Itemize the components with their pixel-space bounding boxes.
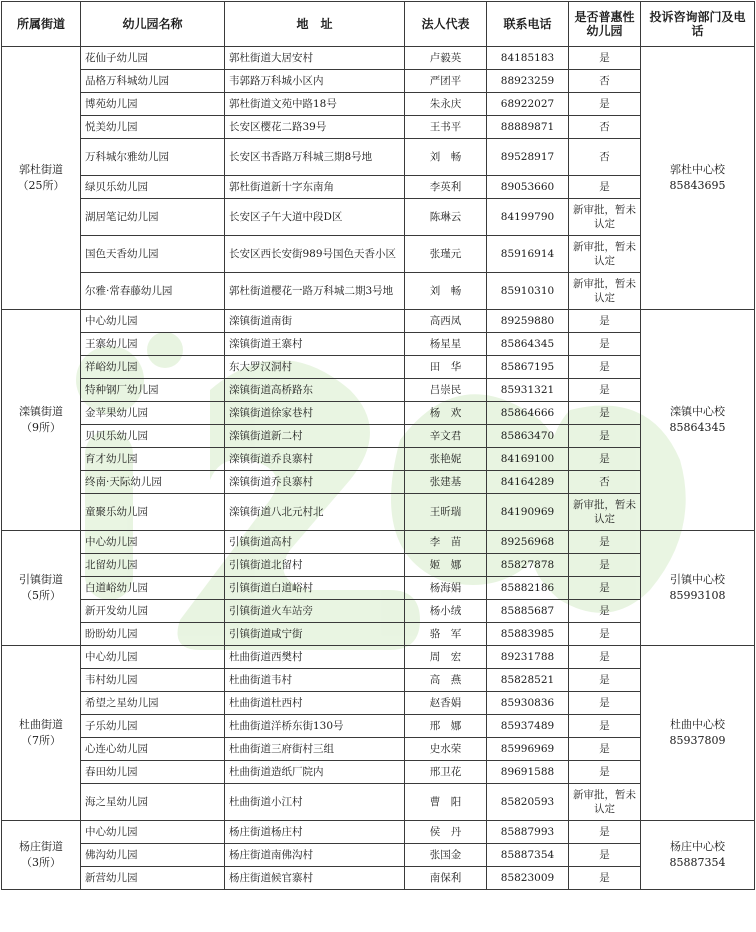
table-row: [2, 531, 755, 554]
kindergarten-name: 万科城尔雅幼儿园: [81, 139, 225, 176]
rep-cell: 王昕瑞: [405, 494, 487, 531]
address-cell: 郭杜街道新十字东南角: [225, 176, 405, 199]
rep-cell: 骆 军: [405, 623, 487, 646]
phone-cell: 89053660: [487, 176, 569, 199]
status-cell: 是: [569, 93, 641, 116]
kindergarten-name: 盼盼幼儿园: [81, 623, 225, 646]
district-count: （9所）: [21, 421, 61, 434]
address-cell: 长安区樱花二路39号: [225, 116, 405, 139]
kindergarten-name: 佛沟幼儿园: [81, 844, 225, 867]
phone-cell: 85887354: [487, 844, 569, 867]
district-name: 郭杜街道: [19, 163, 63, 176]
kindergarten-name: 中心幼儿园: [81, 821, 225, 844]
rep-cell: 南保利: [405, 867, 487, 890]
phone-cell: 88889871: [487, 116, 569, 139]
district-count: （5所）: [21, 589, 61, 602]
phone-cell: 89691588: [487, 761, 569, 784]
col-header-phone: 联系电话: [487, 2, 569, 47]
phone-cell: 85863470: [487, 425, 569, 448]
phone-cell: 89231788: [487, 646, 569, 669]
address-cell: 滦镇街道南街: [225, 310, 405, 333]
phone-cell: 84190969: [487, 494, 569, 531]
status-cell: 是: [569, 310, 641, 333]
col-header-address: 地 址: [225, 2, 405, 47]
kindergarten-name: 中心幼儿园: [81, 531, 225, 554]
address-cell: 郭杜街道大居安村: [225, 47, 405, 70]
rep-cell: 曹 阳: [405, 784, 487, 821]
district-name: 滦镇街道: [19, 405, 63, 418]
address-cell: 韦郭路万科城小区内: [225, 70, 405, 93]
kindergarten-name: 贝贝乐幼儿园: [81, 425, 225, 448]
phone-cell: 85867195: [487, 356, 569, 379]
kindergarten-name: 祥峪幼儿园: [81, 356, 225, 379]
district-cell: [2, 47, 81, 310]
address-cell: 杜曲街道造纸厂院内: [225, 761, 405, 784]
address-cell: 杜曲街道韦村: [225, 669, 405, 692]
phone-cell: 88923259: [487, 70, 569, 93]
kindergarten-name: 王寨幼儿园: [81, 333, 225, 356]
office-phone: 85864345: [669, 421, 726, 434]
address-cell: 杜曲街道杜西村: [225, 692, 405, 715]
kindergarten-name: 博苑幼儿园: [81, 93, 225, 116]
status-cell: 是: [569, 333, 641, 356]
office-phone: 85843695: [669, 179, 726, 192]
phone-cell: 85885687: [487, 600, 569, 623]
table-row: [2, 646, 755, 669]
table-row: [2, 821, 755, 844]
phone-cell: 85910310: [487, 273, 569, 310]
rep-cell: 张艳妮: [405, 448, 487, 471]
phone-cell: 84169100: [487, 448, 569, 471]
status-cell: 新审批，暂未认定: [569, 494, 641, 531]
kindergarten-name: 希望之星幼儿园: [81, 692, 225, 715]
status-cell: 是: [569, 554, 641, 577]
rep-cell: 杨 欢: [405, 402, 487, 425]
kindergarten-name: 金苹果幼儿园: [81, 402, 225, 425]
rep-cell: 卢毅英: [405, 47, 487, 70]
district-cell: [2, 531, 81, 646]
address-cell: 郭杜街道樱花一路万科城二期3号地: [225, 273, 405, 310]
kindergarten-name: 新开发幼儿园: [81, 600, 225, 623]
district-name: 引镇街道: [19, 573, 63, 586]
kindergarten-name: 春田幼儿园: [81, 761, 225, 784]
status-cell: 是: [569, 176, 641, 199]
kindergarten-name: 花仙子幼儿园: [81, 47, 225, 70]
address-cell: 长安区子午大道中段D区: [225, 199, 405, 236]
kindergarten-name: 育才幼儿园: [81, 448, 225, 471]
kindergarten-name: 湖居笔记幼儿园: [81, 199, 225, 236]
office-cell: [641, 310, 755, 531]
rep-cell: 王书平: [405, 116, 487, 139]
kindergarten-name: 尔雅·常春藤幼儿园: [81, 273, 225, 310]
kindergarten-name: 特种钢厂幼儿园: [81, 379, 225, 402]
status-cell: 是: [569, 600, 641, 623]
phone-cell: 85887993: [487, 821, 569, 844]
status-cell: 新审批，暂未认定: [569, 273, 641, 310]
status-cell: 否: [569, 116, 641, 139]
phone-cell: 85916914: [487, 236, 569, 273]
col-header-status: 是否普惠性幼儿园: [569, 2, 641, 47]
kindergarten-name: 子乐幼儿园: [81, 715, 225, 738]
status-cell: 是: [569, 531, 641, 554]
table-row: [2, 47, 755, 70]
rep-cell: 陈琳云: [405, 199, 487, 236]
office-name: 滦镇中心校: [670, 405, 725, 418]
address-cell: 郭杜街道文苑中路18号: [225, 93, 405, 116]
kindergarten-table: [1, 1, 755, 890]
kindergarten-name: 终南·天际幼儿园: [81, 471, 225, 494]
address-cell: 杨庄街道候官寨村: [225, 867, 405, 890]
rep-cell: 高 燕: [405, 669, 487, 692]
district-count: （7所）: [21, 734, 61, 747]
district-name: 杨庄街道: [19, 840, 63, 853]
district-count: （25所）: [17, 179, 65, 192]
rep-cell: 辛文君: [405, 425, 487, 448]
district-cell: [2, 310, 81, 531]
status-cell: 是: [569, 692, 641, 715]
address-cell: 杜曲街道小江村: [225, 784, 405, 821]
table-row: [2, 310, 755, 333]
phone-cell: 85996969: [487, 738, 569, 761]
district-name: 杜曲街道: [19, 718, 63, 731]
col-header-office: 投诉咨询部门及电话: [641, 2, 755, 47]
status-cell: 新审批，暂未认定: [569, 784, 641, 821]
office-cell: [641, 821, 755, 890]
phone-cell: 85931321: [487, 379, 569, 402]
kindergarten-name: 中心幼儿园: [81, 646, 225, 669]
phone-cell: 85864666: [487, 402, 569, 425]
phone-cell: 85823009: [487, 867, 569, 890]
rep-cell: 侯 丹: [405, 821, 487, 844]
status-cell: 否: [569, 70, 641, 93]
status-cell: 否: [569, 139, 641, 176]
kindergarten-name: 中心幼儿园: [81, 310, 225, 333]
rep-cell: 严团平: [405, 70, 487, 93]
phone-cell: 85937489: [487, 715, 569, 738]
rep-cell: 周 宏: [405, 646, 487, 669]
address-cell: 引镇街道火车站旁: [225, 600, 405, 623]
status-cell: 是: [569, 669, 641, 692]
address-cell: 滦镇街道王寨村: [225, 333, 405, 356]
office-cell: [641, 531, 755, 646]
address-cell: 滦镇街道乔良寨村: [225, 448, 405, 471]
phone-cell: 89528917: [487, 139, 569, 176]
header-row: [2, 2, 755, 47]
phone-cell: 85827878: [487, 554, 569, 577]
phone-cell: 85820593: [487, 784, 569, 821]
address-cell: 长安区西长安街989号国色天香小区: [225, 236, 405, 273]
district-count: （3所）: [21, 856, 61, 869]
phone-cell: 85883985: [487, 623, 569, 646]
rep-cell: 邢卫花: [405, 761, 487, 784]
rep-cell: 朱永庆: [405, 93, 487, 116]
address-cell: 引镇街道北留村: [225, 554, 405, 577]
office-name: 杜曲中心校: [670, 718, 725, 731]
status-cell: 是: [569, 867, 641, 890]
status-cell: 是: [569, 623, 641, 646]
kindergarten-name: 海之星幼儿园: [81, 784, 225, 821]
phone-cell: 68922027: [487, 93, 569, 116]
address-cell: 滦镇街道高桥路东: [225, 379, 405, 402]
rep-cell: 赵香娟: [405, 692, 487, 715]
status-cell: 是: [569, 844, 641, 867]
phone-cell: 85882186: [487, 577, 569, 600]
address-cell: 引镇街道咸宁街: [225, 623, 405, 646]
rep-cell: 刘 畅: [405, 273, 487, 310]
phone-cell: 84164289: [487, 471, 569, 494]
status-cell: 是: [569, 47, 641, 70]
col-header-district: 所属街道: [2, 2, 81, 47]
rep-cell: 刘 畅: [405, 139, 487, 176]
rep-cell: 史水荣: [405, 738, 487, 761]
office-cell: [641, 646, 755, 821]
kindergarten-name: 绿贝乐幼儿园: [81, 176, 225, 199]
address-cell: 杜曲街道西樊村: [225, 646, 405, 669]
phone-cell: 84185183: [487, 47, 569, 70]
rep-cell: 张国金: [405, 844, 487, 867]
office-cell: [641, 47, 755, 310]
rep-cell: 邢 娜: [405, 715, 487, 738]
address-cell: 东大罗汉洞村: [225, 356, 405, 379]
phone-cell: 85828521: [487, 669, 569, 692]
status-cell: 是: [569, 715, 641, 738]
district-cell: [2, 821, 81, 890]
office-phone: 85937809: [669, 734, 726, 747]
rep-cell: 李英利: [405, 176, 487, 199]
status-cell: 是: [569, 379, 641, 402]
phone-cell: 89259880: [487, 310, 569, 333]
address-cell: 引镇街道高村: [225, 531, 405, 554]
status-cell: 是: [569, 356, 641, 379]
phone-cell: 85930836: [487, 692, 569, 715]
status-cell: 是: [569, 761, 641, 784]
address-cell: 滦镇街道乔良寨村: [225, 471, 405, 494]
address-cell: 杨庄街道南佛沟村: [225, 844, 405, 867]
phone-cell: 84199790: [487, 199, 569, 236]
rep-cell: 吕崇民: [405, 379, 487, 402]
status-cell: 是: [569, 738, 641, 761]
status-cell: 是: [569, 425, 641, 448]
status-cell: 是: [569, 577, 641, 600]
kindergarten-name: 韦村幼儿园: [81, 669, 225, 692]
col-header-name: 幼儿园名称: [81, 2, 225, 47]
address-cell: 滦镇街道徐家巷村: [225, 402, 405, 425]
status-cell: 是: [569, 448, 641, 471]
rep-cell: 张瑾元: [405, 236, 487, 273]
address-cell: 长安区书香路万科城三期8号地: [225, 139, 405, 176]
table-body: [2, 47, 755, 890]
kindergarten-name: 心连心幼儿园: [81, 738, 225, 761]
office-name: 杨庄中心校: [670, 840, 725, 853]
office-phone: 85887354: [669, 856, 726, 869]
kindergarten-name: 童聚乐幼儿园: [81, 494, 225, 531]
address-cell: 杜曲街道三府街村三组: [225, 738, 405, 761]
address-cell: 引镇街道白道峪村: [225, 577, 405, 600]
rep-cell: 杨小绒: [405, 600, 487, 623]
kindergarten-name: 白道峪幼儿园: [81, 577, 225, 600]
rep-cell: 姬 娜: [405, 554, 487, 577]
phone-cell: 89256968: [487, 531, 569, 554]
kindergarten-name: 品格万科城幼儿园: [81, 70, 225, 93]
kindergarten-name: 悦美幼儿园: [81, 116, 225, 139]
address-cell: 滦镇街道八北元村北: [225, 494, 405, 531]
rep-cell: 杨星星: [405, 333, 487, 356]
status-cell: 是: [569, 821, 641, 844]
office-phone: 85993108: [669, 589, 726, 602]
rep-cell: 田 华: [405, 356, 487, 379]
kindergarten-name: 新营幼儿园: [81, 867, 225, 890]
status-cell: 是: [569, 402, 641, 425]
status-cell: 新审批，暂未认定: [569, 236, 641, 273]
kindergarten-name: 国色天香幼儿园: [81, 236, 225, 273]
status-cell: 是: [569, 646, 641, 669]
district-cell: [2, 646, 81, 821]
address-cell: 杨庄街道杨庄村: [225, 821, 405, 844]
office-name: 郭杜中心校: [670, 163, 725, 176]
rep-cell: 高西凤: [405, 310, 487, 333]
office-name: 引镇中心校: [670, 573, 725, 586]
rep-cell: 张建基: [405, 471, 487, 494]
address-cell: 杜曲街道洋桥东街130号: [225, 715, 405, 738]
status-cell: 否: [569, 471, 641, 494]
rep-cell: 李 苗: [405, 531, 487, 554]
status-cell: 新审批，暂未认定: [569, 199, 641, 236]
col-header-rep: 法人代表: [405, 2, 487, 47]
rep-cell: 杨海娟: [405, 577, 487, 600]
phone-cell: 85864345: [487, 333, 569, 356]
address-cell: 滦镇街道新二村: [225, 425, 405, 448]
kindergarten-name: 北留幼儿园: [81, 554, 225, 577]
